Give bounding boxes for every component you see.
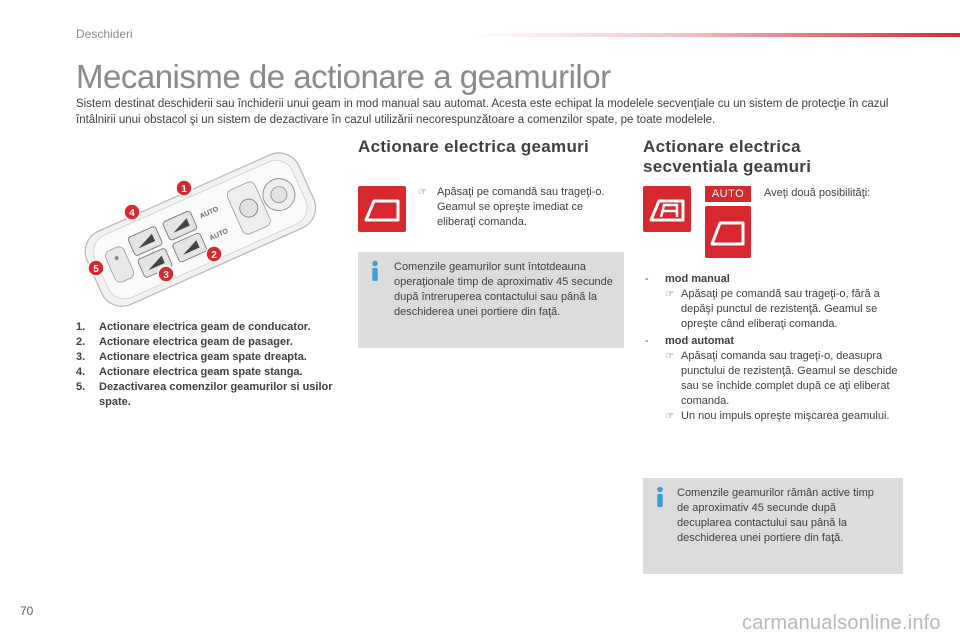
manual-step: ☞ Apăsaţi pe comandă sau trageţi-o. Geamul se opreşte imediat ce eliberaţi comanda. <box>418 186 605 228</box>
header-accent-bar <box>470 33 960 37</box>
control-legend-list <box>76 320 346 410</box>
arrow-right-icon: ☞ <box>665 411 674 422</box>
section-label: Deschideri <box>76 27 133 41</box>
list-item: 4. Actionare electrica geam spate stanga. <box>76 366 303 378</box>
mode-manual: - mod manual ☞ Apăsaţi pe comandă sau trageţi-o, fără a depăşi punctul de rezistenţă. Geamul se opreşte când eliberaţi comanda. <box>645 273 880 330</box>
sequential-info-box <box>643 478 903 574</box>
auto-switch-group <box>705 186 751 258</box>
arrow-right-icon: ☞ <box>665 289 674 300</box>
callout-1: 1 <box>181 184 187 195</box>
list-item: 2. Actionare electrica geam de pasager. <box>76 336 293 348</box>
callout-5: 5 <box>93 264 99 275</box>
callout-2: 2 <box>211 250 217 261</box>
auto-label: AUTO <box>198 205 220 221</box>
page-number: 70 <box>20 604 34 618</box>
watermark: carmanualsonline.info <box>742 612 941 634</box>
list-item: 1. Actionare electrica geam de conducator. <box>76 321 311 333</box>
arrow-right-icon: ☞ <box>418 187 427 198</box>
intro-paragraph: Sistem destinat deschiderii sau închiderii unui geam in mod manual sau automat. Acesta este echipat la modelele secvenţiale cu un sistem de protecţie în cazul întâlnirii unui obstacol şi un sistem de dezactivare în cazul utilizării necorespunzătoare a comenzilor spate, pe toate modelele. <box>76 98 889 126</box>
auto-badge: AUTO <box>705 186 751 202</box>
window-switch-icon <box>705 206 751 258</box>
auto-label: AUTO <box>208 227 230 243</box>
callout-4: 4 <box>129 208 135 219</box>
arrow-right-icon: ☞ <box>665 351 674 362</box>
page-title: Mecanisme de actionare a geamurilor <box>76 58 611 95</box>
list-item: 5. Dezactivarea comenzilor geamurilor si usilor spate. <box>76 381 333 408</box>
auto-window-icon <box>643 186 691 232</box>
sequential-info-text: Comenzile geamurilor rămân active timp de aproximativ 45 secunde după decuplarea contactului sau până la deschiderea unei portiere din faţă. <box>677 487 874 544</box>
sequential-heading: Actionare electrica secventiala geamuri <box>643 137 812 176</box>
callout-3: 3 <box>163 270 169 281</box>
mode-automatic: - mod automat ☞ Apăsaţi comanda sau trageţi-o, deasupra punctului de rezistenţă. Geamul se deschide sau se închide complet după ce aţi eliberat comanda. ☞ Un nou impuls opreşte mişcarea geamului. <box>645 335 898 422</box>
window-switch-icon <box>358 186 406 232</box>
sequential-modes <box>645 272 907 424</box>
list-item: 3. Actionare electrica geam spate dreapta. <box>76 351 307 363</box>
info-icon <box>653 486 667 508</box>
manual-info-text: Comenzile geamurilor sunt întotdeauna operaţionale timp de aproximativ 45 secunde după întreruperea contactului sau până la deschiderea unei portiere din faţă. <box>394 261 613 318</box>
window-switch-panel-illustration <box>70 148 338 308</box>
manual-heading: Actionare electrica geamuri <box>358 137 590 156</box>
possibilities-text: Aveţi două posibilităţi: <box>764 187 871 199</box>
info-icon <box>368 260 382 282</box>
manual-info-box <box>358 252 624 348</box>
